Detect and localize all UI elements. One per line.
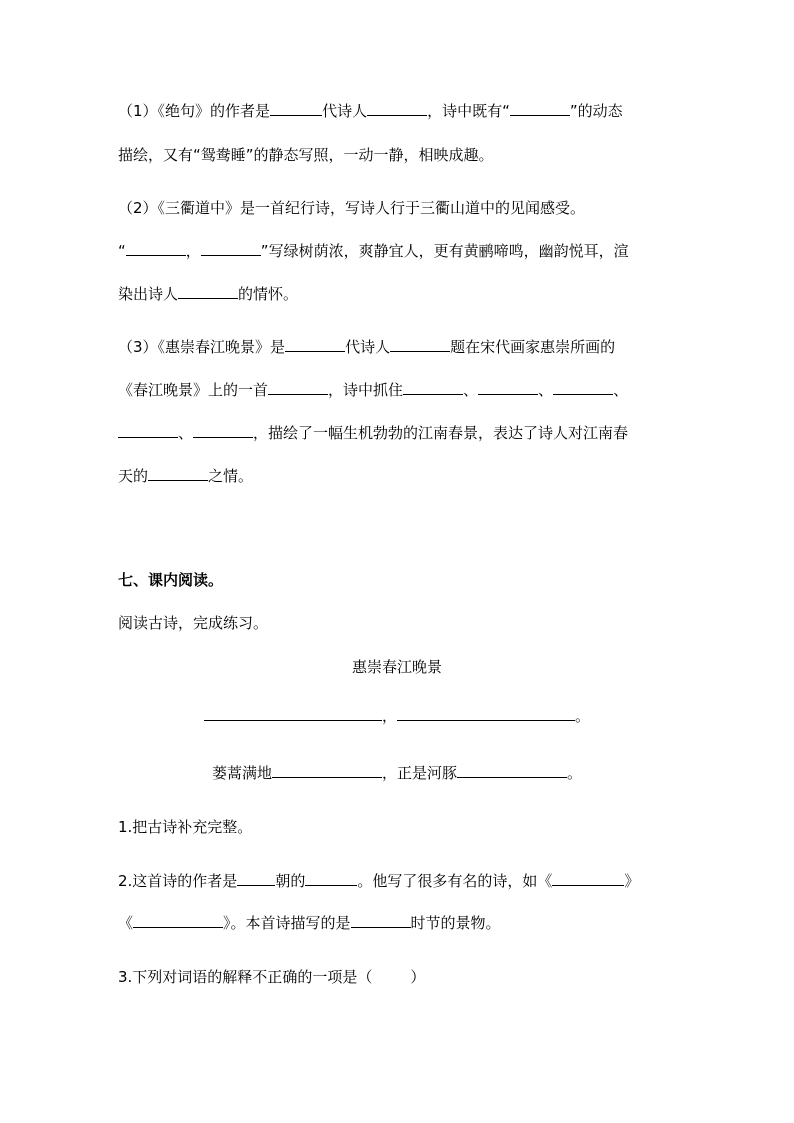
text: 2.这首诗的作者是 [118,872,238,890]
text: 《惠崇春江晚景》是 [157,338,286,356]
answer-blank[interactable] [553,380,613,395]
answer-blank[interactable] [457,763,567,778]
text: ”的动态 [569,102,623,120]
text: 》。本首诗描写的是 [223,914,351,932]
text: 。 [567,764,583,782]
poem-line-2 [0,763,794,783]
poem-title: 惠崇春江晚景 [351,658,442,676]
item-number: （2） [118,199,158,217]
answer-blank[interactable] [201,241,261,256]
answer-blank[interactable] [126,241,186,256]
answer-blank[interactable] [204,706,382,721]
answer-blank[interactable] [403,380,463,395]
sub-question-1: 1.把古诗补充完整。 [118,818,253,836]
sub-question-2-line2 [118,913,501,933]
item-number: （1） [118,102,158,120]
q6-item1-line1 [118,101,623,121]
text: “ [118,242,126,260]
sub-question-2-line1 [118,871,639,891]
text: 、 [613,381,629,399]
answer-blank[interactable] [148,466,208,481]
text: 朝的 [275,872,306,890]
answer-blank[interactable] [237,871,275,886]
text: 《 [118,914,134,932]
q6-item1-line2: 描绘，又有“鸳鸯睡”的静态写照，一动一静，相映成趣。 [118,146,494,164]
q6-item3-line1 [118,337,615,357]
answer-blank[interactable] [397,706,575,721]
text: ） [410,968,426,986]
sub-question-3 [118,967,425,987]
answer-blank[interactable] [268,380,328,395]
answer-blank[interactable] [272,763,382,778]
text: 的情怀。 [238,285,299,303]
answer-blank[interactable] [478,380,538,395]
text: 、 [538,381,554,399]
q6-item2-line3 [118,284,298,304]
answer-blank[interactable] [510,101,570,116]
text: 蒌蒿满地 [211,764,272,782]
answer-blank[interactable] [285,337,345,352]
text: 染出诗人 [118,285,179,303]
text: ，诗中既有“ [427,102,510,120]
section-heading: 七、课内阅读。 [118,571,224,589]
text: 3.下列对词语的解释不正确的一项是（ [118,968,373,986]
text: 《绝句》的作者是 [157,102,271,120]
answer-blank[interactable] [367,101,427,116]
text: 题在宋代画家惠崇所画的 [450,338,616,356]
text: 《三衢道中》是一首纪行诗，写诗人行于三衢山道中的见闻感受。 [157,199,586,217]
text: ， [381,707,397,725]
text: 。 [575,707,591,725]
section-intro: 阅读古诗，完成练习。 [118,614,269,632]
q6-item2-line2 [118,241,629,261]
text: 、 [463,381,479,399]
text: 。他写了很多有名的诗，如《 [357,872,553,890]
answer-blank[interactable] [270,101,322,116]
answer-blank[interactable] [305,871,357,886]
text: ， [185,242,201,260]
answer-blank[interactable] [390,337,450,352]
q6-item3-line4 [118,466,253,486]
poem-line-1 [0,706,794,726]
q6-item2-line1 [118,198,585,218]
text: 天的 [118,467,149,485]
text: ，正是河豚 [381,764,457,782]
text: ”写绿树荫浓，爽静宜人，更有黄鹂啼鸣，幽韵悦耳，渲 [260,242,629,260]
answer-blank[interactable] [133,913,223,928]
item-number: （3） [118,338,158,356]
text: 时节的景物。 [410,914,501,932]
text: 《春江晚景》上的一首 [118,381,269,399]
answer-blank[interactable] [351,913,411,928]
text: ，诗中抓住 [328,381,404,399]
text: 之情。 [208,467,254,485]
q6-item3-line3 [118,423,628,443]
answer-blank[interactable] [178,284,238,299]
text: 》 [624,872,640,890]
answer-blank[interactable] [118,423,178,438]
text: 代诗人 [345,338,391,356]
answer-blank[interactable] [552,871,624,886]
text: 代诗人 [322,102,368,120]
text: 、 [178,424,194,442]
q6-item3-line2 [118,380,628,400]
answer-blank[interactable] [193,423,253,438]
text: ，描绘了一幅生机勃勃的江南春景，表达了诗人对江南春 [253,424,629,442]
